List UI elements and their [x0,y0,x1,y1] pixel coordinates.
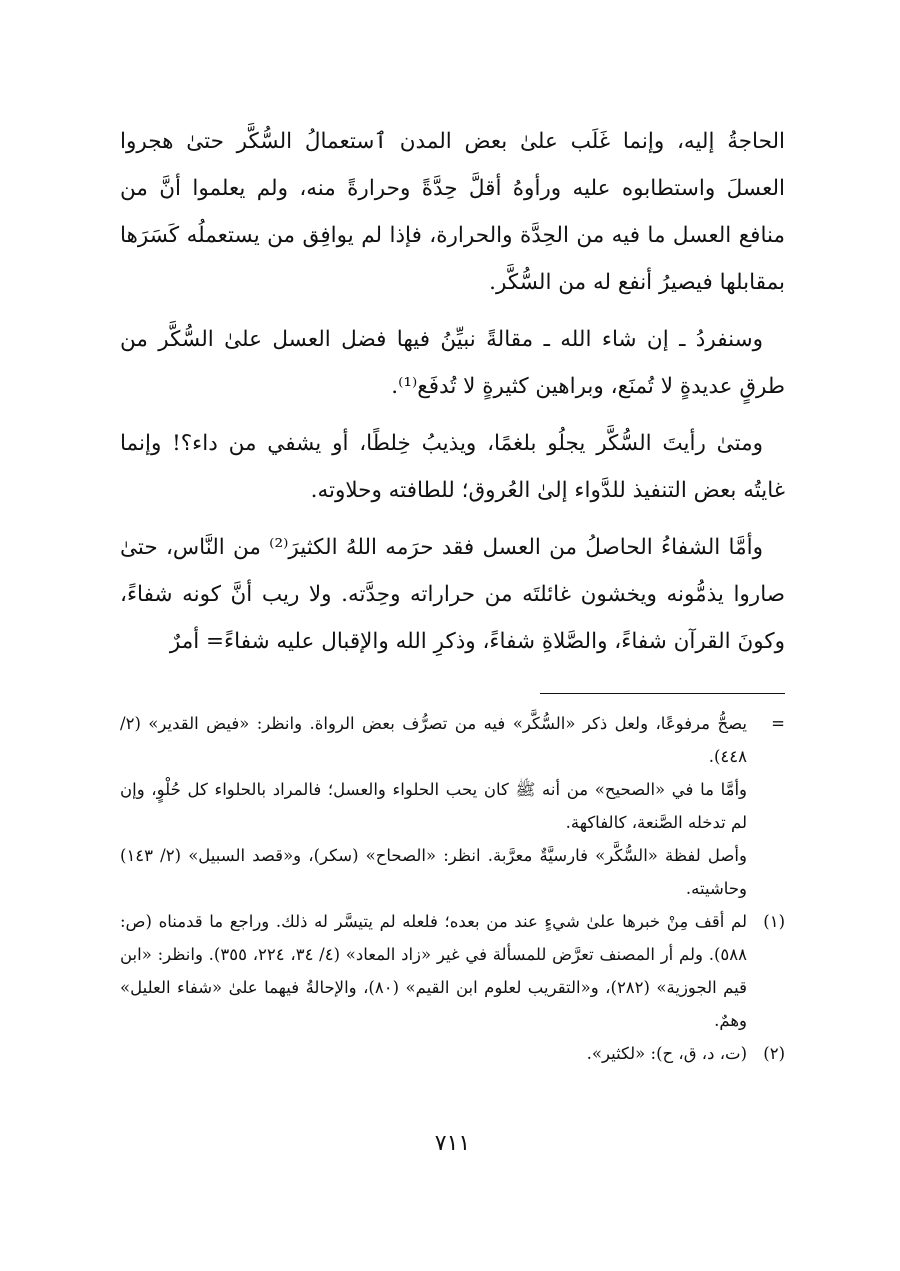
footnote-2 [120,1037,785,1070]
main-text [120,118,785,665]
footnote-continuation-line-2: وأمَّا ما في «الصحيح» من أنه ﷺ كان يحب الحلواء والعسل؛ فالمراد بالحلواء كل حُلْوٍ، وإن لم تدخله الصَّنعة، كالفاكهة. [120,780,747,832]
footnote-1-mark: (١) [763,912,785,931]
paragraph-4: وأمَّا الشفاءُ الحاصلُ من العسل فقد حرَمه اللهُ الكثيرَ⁽²⁾ من النَّاس، حتىٰ صاروا يذمُّونه ويخشون غائلتَه من حراراته وحِدَّته. ولا ريب أنَّ كونه شفاءً، وكونَ القرآن شفاءً، والصَّلاةِ شفاءً، وذكرِ الله والإقبال عليه شفاءً= أمرٌ [120,535,785,654]
footnote-continuation-line-1: يصحُّ مرفوعًا، ولعل ذكر «السُّكَّر» فيه من تصرُّف بعض الرواة. وانظر: «فيض القدير» (٢/ ٤٤٨). [120,714,747,766]
footnote-2-mark: (٢) [763,1044,785,1063]
page-number: ٧١١ [434,1131,471,1156]
footnotes [120,707,785,1070]
paragraph-3: ومتىٰ رأيتَ السُّكَّر يجلُو بلغمًا، ويذيبُ خِلطًا، أو يشفي من داء؟! وإنما غايتُه بعض التنفيذ للدَّواء إلىٰ العُروق؛ للطافته وحلاوته. [120,431,785,503]
paragraph-2: وسنفردُ ـ إن شاء الله ـ مقالةً نبيِّنُ فيها فضل العسل علىٰ السُّكَّر من طرقٍ عديدةٍ لا تُمنَع، وبراهين كثيرةٍ لا تُدفَع⁽¹⁾. [120,327,785,399]
footnote-1-text: لم أقف مِنْ خبرها علىٰ شيءٍ عند من بعده؛ فلعله لم يتيسَّر له ذلك. وراجع ما قدمناه (ص: ٥٨٨). ولم أر المصنف تعرَّض للمسألة في غير «زاد المعاد» (٤/ ٣٤، ٢٢٤، ٣٥٥). وانظر: «ابن قيم الجوزية» (٢٨٢)، و«التقريب لعلوم ابن القيم» (٨٠)، والإحالةُ فيهما علىٰ «شفاء العليل» وهمٌ. [120,912,748,1030]
footnote-continuation-line-3: وأصل لفظة «السُّكَّر» فارسيَّةٌ معرَّبة. انظر: «الصحاح» (سكر)، و«قصد السبيل» (٢/ ١٤٣) وحاشيته. [120,846,747,898]
footnote-separator [540,693,785,694]
footnote-1 [120,905,785,1037]
book-page [120,118,785,1248]
paragraph-1: الحاجةُ إليه، وإنما غَلَب علىٰ بعض المدن ٱستعمالُ السُّكَّر حتىٰ هجروا العسلَ واستطابوه عليه ورأوهُ أقلَّ حِدَّةً وحرارةً منه، ولم يعلموا أنَّ من منافع العسل ما فيه من الحِدَّة والحرارة، فإذا لم يوافِق من يستعملُه كَسَرَها بمقابلها فيصيرُ أنفع له من السُّكَّر. [120,129,785,295]
continuation-mark: = [771,714,785,733]
footnote-2-text: (ت، د، ق، ح): «لكثير». [586,1044,747,1063]
footnote-continuation [120,707,785,773]
